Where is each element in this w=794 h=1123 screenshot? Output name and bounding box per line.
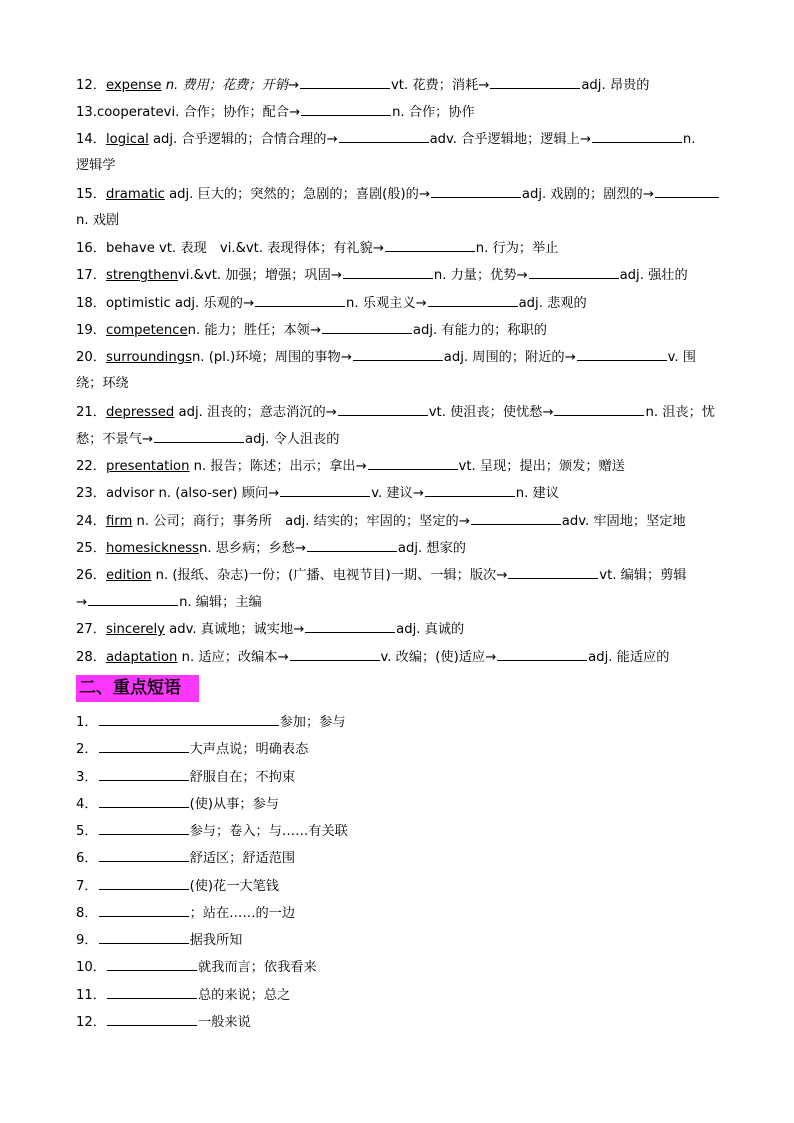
answer-blank[interactable]	[425, 485, 515, 497]
vocab-word: depressed	[105, 405, 175, 420]
phrase-item-7: 7． (使)花一大笔钱	[76, 879, 279, 894]
vocab-word: advisor	[105, 486, 155, 501]
answer-blank[interactable]	[300, 77, 390, 89]
answer-blank[interactable]	[353, 349, 443, 361]
answer-blank[interactable]	[431, 186, 521, 198]
vocab-item-19: 19．competencen. 能力；胜任；本领→ adj. 有能力的；称职的	[76, 323, 547, 338]
vocab-word: competence	[105, 323, 188, 338]
vocab-item-25: 25．homesicknessn. 思乡病；乡愁→ adj. 想家的	[76, 541, 466, 556]
phrase-item-8: 8． ；站在……的一边	[76, 906, 296, 921]
vocab-item-27: 27．sincerely adv. 真诚地；诚实地→ adj. 真诚的	[76, 622, 465, 637]
answer-blank[interactable]	[107, 987, 197, 999]
vocab-word: cooperate	[96, 105, 164, 120]
vocab-item-21-cont: 愁；不景气→ adj. 令人沮丧的	[76, 432, 340, 447]
answer-blank[interactable]	[88, 594, 178, 606]
answer-blank[interactable]	[290, 649, 380, 661]
vocab-word: homesickness	[105, 541, 199, 556]
vocab-word: strengthen	[105, 268, 178, 283]
vocab-item-22: 22．presentation n. 报告；陈述；出示；拿出→ vt. 呈现；提出；颁发；赠送	[76, 459, 625, 474]
vocab-item-14-cont: 逻辑学	[76, 158, 116, 173]
vocab-item-16: 16．behave vt. 表现 vi.&vt. 表现得体；有礼貌→ n. 行为；举止	[76, 241, 559, 256]
vocab-word: optimistic	[105, 296, 171, 311]
answer-blank[interactable]	[99, 741, 189, 753]
answer-blank[interactable]	[497, 649, 587, 661]
answer-blank[interactable]	[280, 485, 370, 497]
answer-blank[interactable]	[338, 404, 428, 416]
answer-blank[interactable]	[554, 404, 644, 416]
phrase-item-4: 4． (使)从事；参与	[76, 797, 279, 812]
vocab-item-26-cont: → n. 编辑；主编	[76, 595, 262, 610]
vocab-item-20: 20．surroundingsn. (pl.)环境；周围的事物→ adj. 周围的；附近的→ v. 围	[76, 350, 696, 365]
vocab-word: surroundings	[105, 350, 192, 365]
answer-blank[interactable]	[107, 959, 197, 971]
answer-blank[interactable]	[305, 621, 395, 633]
vocab-item-21: 21．depressed adj. 沮丧的；意志消沉的→ vt. 使沮丧；使忧愁→ n. 沮丧；忧	[76, 405, 715, 420]
vocab-item-24: 24．firm n. 公司；商行；事务所 adj. 结实的；牢固的；坚定的→ adv. 牢固地；坚定地	[76, 514, 686, 529]
vocab-item-15-cont: n. 戏剧	[76, 213, 120, 228]
vocab-word: logical	[105, 132, 149, 147]
answer-blank[interactable]	[508, 567, 598, 579]
vocab-item-15: 15．dramatic adj. 巨大的；突然的；急剧的；喜剧(般)的→ adj. 戏剧的；剧烈的→	[76, 186, 736, 203]
vocab-word: edition	[105, 568, 152, 583]
phrase-item-2: 2． 大声点说；明确表态	[76, 742, 309, 757]
answer-blank[interactable]	[301, 104, 391, 116]
answer-blank[interactable]	[99, 714, 279, 726]
answer-blank[interactable]	[490, 77, 580, 89]
vocab-item-18: 18．optimistic adj. 乐观的→ n. 乐观主义→ adj. 悲观的	[76, 296, 587, 311]
answer-blank[interactable]	[339, 131, 429, 143]
vocab-item-28: 28．adaptation n. 适应；改编本→ v. 改编；(使)适应→ adj. 能适应的	[76, 650, 670, 665]
section-heading: 二、重点短语	[76, 675, 199, 702]
vocab-item-13: 13.cooperatevi. 合作；协作；配合→ n. 合作；协作	[76, 105, 475, 120]
answer-blank[interactable]	[99, 932, 189, 944]
answer-blank[interactable]	[322, 322, 412, 334]
answer-blank[interactable]	[529, 267, 619, 279]
vocab-word: sincerely	[105, 622, 165, 637]
vocab-item-23: 23．advisor n. (also-ser) 顾问→ v. 建议→ n. 建议	[76, 486, 559, 501]
answer-blank[interactable]	[255, 295, 345, 307]
answer-blank[interactable]	[577, 349, 667, 361]
vocab-item-17: 17．strengthenvi.&vt. 加强；增强；巩固→ n. 力量；优势→ adj. 强壮的	[76, 268, 688, 283]
phrase-item-6: 6． 舒适区；舒适范围	[76, 851, 296, 866]
phrase-item-3: 3． 舒服自在；不拘束	[76, 770, 296, 785]
phrase-item-11: 11． 总的来说；总之	[76, 988, 291, 1003]
vocab-word: dramatic	[105, 187, 165, 202]
answer-blank[interactable]	[99, 905, 189, 917]
phrase-item-1: 1． 参加；参与	[76, 715, 346, 730]
vocab-item-20-cont: 绕；环绕	[76, 376, 129, 391]
answer-blank[interactable]	[99, 796, 189, 808]
answer-blank[interactable]	[99, 769, 189, 781]
answer-blank[interactable]	[99, 823, 189, 835]
answer-blank[interactable]	[368, 458, 458, 470]
answer-blank[interactable]	[385, 240, 475, 252]
vocab-item-26: 26．edition n. (报纸、杂志)一份；(广播、电视节目)一期、一辑；版次→ vt. 编辑；剪辑	[76, 568, 687, 583]
vocab-item-14: 14．logical adj. 合乎逻辑的；合情合理的→ adv. 合乎逻辑地；逻辑上→ n.	[76, 132, 696, 147]
phrase-item-5: 5． 参与；卷入；与……有关联	[76, 824, 348, 839]
answer-blank[interactable]	[343, 267, 433, 279]
vocab-item-12: 12．expense n. 费用；花费；开销→ vt. 花费；消耗→ adj. 昂贵的	[76, 78, 650, 93]
phrase-item-12: 12． 一般来说	[76, 1015, 251, 1030]
vocab-word: presentation	[105, 459, 190, 474]
answer-blank[interactable]	[99, 878, 189, 890]
vocab-word: behave	[105, 241, 155, 256]
answer-blank[interactable]	[655, 186, 719, 198]
answer-blank[interactable]	[107, 1014, 197, 1026]
answer-blank[interactable]	[154, 431, 244, 443]
vocab-word: firm	[105, 514, 133, 529]
answer-blank[interactable]	[471, 513, 561, 525]
phrase-item-9: 9． 据我所知	[76, 933, 243, 948]
vocab-word: adaptation	[105, 650, 178, 665]
vocab-word: expense	[105, 78, 162, 93]
answer-blank[interactable]	[428, 295, 518, 307]
answer-blank[interactable]	[307, 540, 397, 552]
answer-blank[interactable]	[592, 131, 682, 143]
phrase-item-10: 10． 就我而言；依我看来	[76, 960, 317, 975]
answer-blank[interactable]	[99, 850, 189, 862]
